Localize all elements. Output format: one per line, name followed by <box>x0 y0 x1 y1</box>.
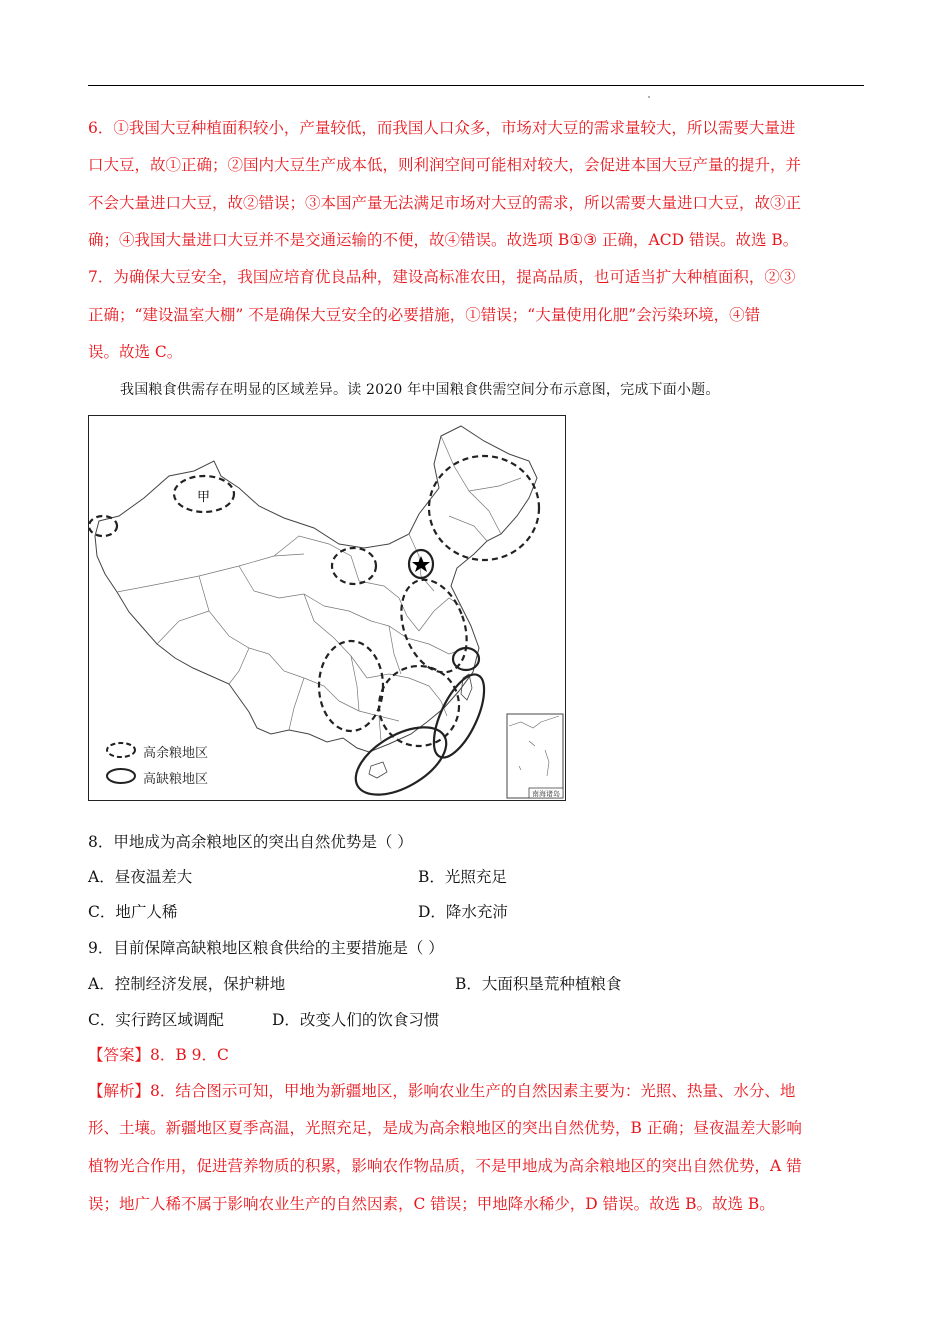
analysis-line-2: 形、土壤。新疆地区夏季高温，光照充足，是成为高余粮地区的突出自然优势，B 正确；昼夜温差大影响 <box>88 1119 802 1137</box>
q8-option-d: D．降水充沛 <box>418 903 508 921</box>
q9-option-d: D．改变人们的饮食习惯 <box>272 1011 440 1029</box>
china-grain-map <box>88 415 566 801</box>
q9-stem: 9．目前保障高缺粮地区粮食供给的主要措施是（ ） <box>88 939 444 957</box>
china-outline <box>95 426 537 752</box>
surplus-regions <box>89 456 539 746</box>
place-label-jia: 甲 <box>197 490 211 505</box>
q8-stem: 8．甲地成为高余粮地区的突出自然优势是（ ） <box>88 833 413 851</box>
beijing-star-icon <box>412 556 430 572</box>
analysis-line-3: 植物光合作用，促进营养物质的积累，影响农作物品质，不是甲地成为高余粮地区的突出自然优势，A 错 <box>88 1157 802 1175</box>
q7-explain-line-1: 7．为确保大豆安全，我国应培育优良品种，建设高标准农田，提高品质，也可适当扩大种植面积，②③ <box>88 268 796 286</box>
header-dot <box>648 96 650 98</box>
q8-option-c: C．地广人稀 <box>88 903 178 921</box>
q8-option-a: A．昼夜温差大 <box>88 868 193 886</box>
shortage-regions <box>345 550 495 800</box>
hainan-island <box>369 762 387 778</box>
surplus-region-central <box>379 666 459 746</box>
q7-explain-line-3: 误。故选 C。 <box>88 343 183 361</box>
surplus-region-xinjiang-west <box>89 516 117 536</box>
map-intro: 我国粮食供需存在明显的区域差异。读 2020 年中国粮食供需空间分布示意图，完成下面小题。 <box>120 382 720 398</box>
legend-surplus-label: 高余粮地区 <box>143 746 209 761</box>
q6-explain-line-1: 6．①我国大豆种植面积较小，产量较低，而我国人口众多，市场对大豆的需求量较大，所以需要大量进 <box>88 119 796 137</box>
answer-line: 【答案】8．B 9．C <box>88 1046 229 1064</box>
legend-shortage-label: 高缺粮地区 <box>143 772 209 787</box>
q6-explain-line-3: 不会大量进口大豆，故②错误；③本国产量无法满足市场对大豆的需求，所以需要大量进口大豆，故③正 <box>88 194 802 212</box>
legend-solid-symbol <box>107 769 135 783</box>
q9-option-c: C．实行跨区域调配 <box>88 1011 224 1029</box>
surplus-region-sichuan <box>319 641 383 731</box>
q6-explain-line-2: 口大豆，故①正确；②国内大豆生产成本低，则利润空间可能相对较大，会促进本国大豆产量的提升，并 <box>88 156 802 174</box>
header-rule <box>88 85 864 86</box>
q7-explain-line-2: 正确；“建设温室大棚” 不是确保大豆安全的必要措施，①错误；“大量使用化肥”会污染环境，④错 <box>88 306 761 324</box>
q6-explain-line-4: 确；④我国大量进口大豆并不是交通运输的不便，故④错误。故选项 B①③ 正确，ACD 错误。故选 B。 <box>88 231 799 249</box>
analysis-line-1: 【解析】8．结合图示可知，甲地为新疆地区，影响农业生产的自然因素主要为：光照、热量、水分、地 <box>88 1082 796 1100</box>
analysis-line-4: 误；地广人稀不属于影响农业生产的自然因素，C 错误；甲地降水稀少，D 错误。故选 B。故选 B。 <box>88 1195 775 1213</box>
q9-option-a: A．控制经济发展，保护耕地 <box>88 975 286 993</box>
surplus-region-north-china-plain <box>389 571 478 682</box>
q9-option-b: B．大面积垦荒种植粮食 <box>455 975 622 993</box>
q8-option-b: B．光照充足 <box>418 868 507 886</box>
legend-dashed-symbol <box>107 743 135 757</box>
inset-label: 南海诸岛 <box>532 790 560 798</box>
